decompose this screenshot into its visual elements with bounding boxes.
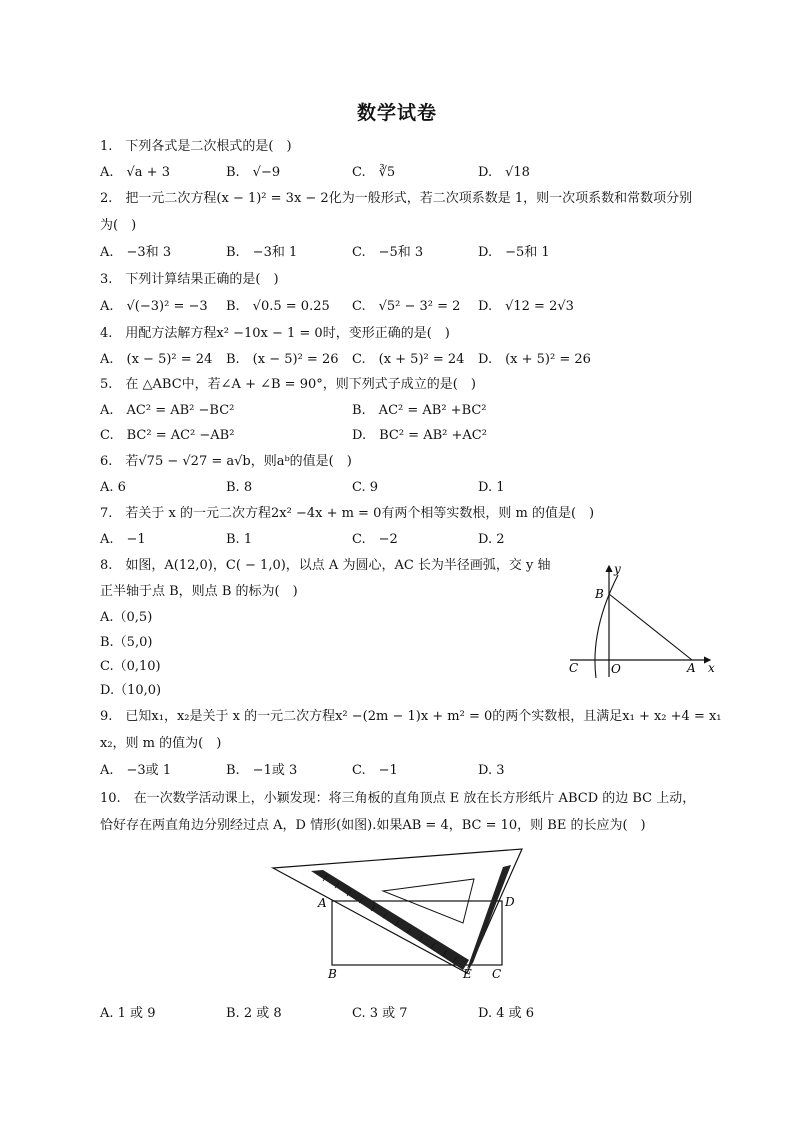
- label-o: O: [611, 662, 621, 676]
- q10-option-d: D. 4 或 6: [478, 1006, 535, 1021]
- q9-option-b: B. −1或 3: [226, 763, 298, 778]
- q9-option-c: C. −1: [352, 763, 398, 778]
- q5-stem: 5. 在 △ABC中，若∠A + ∠B = 90°，则下列式子成立的是( ): [100, 377, 476, 392]
- q6-option-b: B. 8: [226, 480, 253, 495]
- q1-option-b: B. √−9: [226, 165, 281, 180]
- q2-option-a: A. −3和 3: [100, 245, 172, 260]
- q9-stem-line2: x₂，则 m 的值为( ): [100, 736, 222, 751]
- q10-option-b: B. 2 或 8: [226, 1006, 282, 1021]
- set-square-outer: [273, 849, 522, 973]
- ruler-edge: [311, 870, 469, 970]
- label-y: y: [614, 562, 621, 576]
- q10-stem-line1: 10. 在一次数学活动课上，小颖发现：将三角板的直角顶点 E 放在长方形纸片 ABCD 的边 BC 上动，: [100, 791, 696, 806]
- label-e: E: [463, 967, 472, 981]
- q3-option-c: C. √5² − 3² = 2: [352, 299, 461, 314]
- q3-stem: 3. 下列计算结果正确的是( ): [100, 272, 279, 287]
- q5-option-a: A. AC² = AB² −BC²: [100, 403, 235, 418]
- q8-figure: [560, 560, 730, 680]
- label-c: C: [492, 967, 502, 981]
- q2-option-b: B. −3和 1: [226, 245, 298, 260]
- q2-stem-line1: 2. 把一元二次方程(x − 1)² = 3x − 2化为一般形式，若二次项系数是 1，则一次项系数和常数项分别: [100, 191, 693, 206]
- q4-option-c: C. (x + 5)² = 24: [352, 352, 465, 367]
- label-x: x: [708, 661, 715, 675]
- q5-option-d: D. BC² = AB² +AC²: [352, 428, 487, 443]
- q2-option-d: D. −5和 1: [478, 245, 550, 260]
- q10-option-c: C. 3 或 7: [352, 1006, 408, 1021]
- q7-option-c: C. −2: [352, 532, 398, 547]
- q8-option-d: D.（10,0): [100, 683, 162, 698]
- q10-figure: [265, 843, 530, 983]
- q9-option-a: A. −3或 1: [100, 763, 172, 778]
- q8-option-c: C.（0,10): [100, 659, 161, 674]
- q1-option-a: A. √a + 3: [100, 165, 170, 180]
- q8-stem-line2: 正半轴于点 B，则点 B 的标为( ): [100, 584, 298, 599]
- q9-stem-line1: 9. 已知x₁，x₂是关于 x 的一元二次方程x² −(2m − 1)x + m² = 0的两个实数根，且满足x₁ + x₂ +4 = x₁: [100, 709, 722, 724]
- q3-option-b: B. √0.5 = 0.25: [226, 299, 330, 314]
- label-a: A: [318, 896, 327, 910]
- q8-option-b: B.（5,0): [100, 635, 153, 650]
- q4-option-d: D. (x + 5)² = 26: [478, 352, 591, 367]
- q1-stem: 1. 下列各式是二次根式的是( ): [100, 139, 292, 154]
- label-a: A: [687, 661, 696, 675]
- q4-option-b: B. (x − 5)² = 26: [226, 352, 339, 367]
- q3-option-d: D. √12 = 2√3: [478, 299, 574, 314]
- q7-option-a: A. −1: [100, 532, 146, 547]
- q4-stem: 4. 用配方法解方程x² −10x − 1 = 0时，变形正确的是( ): [100, 326, 450, 341]
- q1-option-c: C. ∛5: [352, 165, 396, 180]
- q2-option-c: C. −5和 3: [352, 245, 424, 260]
- q5-option-c: C. BC² = AC² −AB²: [100, 428, 235, 443]
- q3-option-a: A. √(−3)² = −3: [100, 299, 208, 314]
- q4-option-a: A. (x − 5)² = 24: [100, 352, 213, 367]
- q6-stem: 6. 若√75 − √27 = a√b，则aᵇ的值是( ): [100, 454, 352, 469]
- q7-option-b: B. 1: [226, 532, 253, 547]
- q1-option-d: D. √18: [478, 165, 530, 180]
- q7-stem: 7. 若关于 x 的一元二次方程2x² −4x + m = 0有两个相等实数根，则 m 的值是( ): [100, 506, 595, 521]
- q10-stem-line2: 恰好存在两直角边分别经过点 A，D 情形(如图).如果AB = 4，BC = 10，则 BE 的长应为( ): [100, 818, 646, 833]
- q7-option-d: D. 2: [478, 532, 505, 547]
- segment-ab: [609, 594, 692, 660]
- label-d: D: [505, 895, 515, 909]
- label-b: B: [595, 587, 604, 601]
- label-c: C: [569, 661, 579, 675]
- q2-stem-line2: 为( ): [100, 218, 137, 233]
- q6-option-a: A. 6: [100, 480, 126, 495]
- label-b: B: [328, 967, 337, 981]
- q5-option-b: B. AC² = AB² +BC²: [352, 403, 487, 418]
- q8-stem-line1: 8. 如图，A(12,0)，C( − 1,0)，以点 A 为圆心，AC 长为半径画弧，交 y 轴: [100, 558, 551, 573]
- q6-option-d: D. 1: [478, 480, 505, 495]
- q8-option-a: A.（0,5): [100, 610, 153, 625]
- q10-option-a: A. 1 或 9: [100, 1006, 156, 1021]
- q6-option-c: C. 9: [352, 480, 379, 495]
- page-title: 数学试卷: [356, 102, 437, 124]
- q9-option-d: D. 3: [478, 763, 505, 778]
